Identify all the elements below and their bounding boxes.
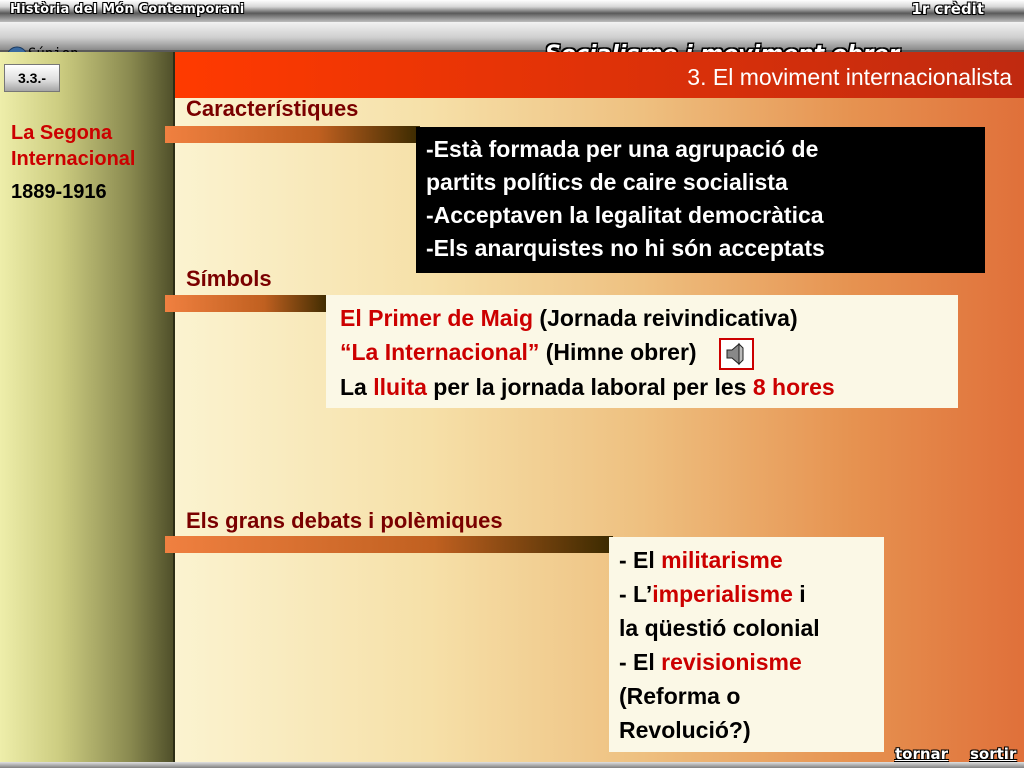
credit-label: 1r crèdit	[911, 0, 984, 18]
struggle-prefix: La	[340, 373, 374, 400]
section-title: 3. El moviment internacionalista	[687, 64, 1012, 90]
struggle-mid: per la jornada laboral per les	[426, 373, 753, 400]
sidebar-title	[11, 120, 173, 172]
top-title-bar	[0, 0, 1024, 22]
characteristics-line: -Acceptaven la legalitat democràtica	[426, 202, 824, 228]
sidebar-years: 1889-1916	[11, 181, 107, 203]
may-day-desc: (Jornada reivindicativa)	[533, 305, 798, 331]
exit-link[interactable]: sortir	[970, 745, 1017, 763]
bottom-rule	[0, 762, 1024, 768]
characteristics-line: partits polítics de caire socialista	[426, 169, 788, 195]
symbols-line-3	[340, 370, 944, 404]
debate-prefix: - L’	[619, 581, 653, 607]
debate-imperialism: imperialisme	[652, 581, 793, 607]
struggle-word: lluita	[373, 373, 427, 400]
debates-box	[609, 537, 884, 752]
debate-prefix: - El	[619, 547, 662, 573]
symbols-box	[326, 295, 958, 408]
symbols-connector	[165, 295, 330, 312]
characteristics-label: Característiques	[186, 96, 359, 121]
characteristics-connector	[165, 126, 420, 143]
characteristics-line: -Els anarquistes no hi són acceptats	[426, 235, 825, 261]
speaker-icon[interactable]	[719, 338, 754, 370]
back-link[interactable]: tornar	[895, 745, 949, 763]
debate-item: la qüestió colonial	[619, 615, 820, 641]
debate-revisionism: revisionisme	[661, 649, 802, 675]
speaker-glyph-icon	[721, 340, 752, 368]
course-title: Història del Món Contemporani	[10, 2, 245, 17]
anthem-desc: (Himne obrer)	[539, 339, 697, 365]
symbols-line-2	[340, 335, 944, 370]
characteristics-box	[416, 127, 985, 273]
debate-militarism: militarisme	[661, 547, 783, 573]
may-day-text: El Primer de Maig	[340, 305, 534, 331]
debate-suffix: i	[792, 581, 806, 607]
anthem-text: “La Internacional”	[340, 339, 540, 365]
debate-item	[619, 577, 874, 611]
section-tag: 3.3.-	[4, 64, 60, 92]
debates-connector	[165, 536, 613, 553]
sidebar-title-line1: La Segona	[11, 122, 113, 144]
sidebar-title-line2: Internacional	[11, 148, 136, 170]
debate-item	[619, 645, 874, 679]
eight-hours: 8 hores	[752, 373, 835, 400]
debate-prefix: - El	[619, 649, 662, 675]
debate-item	[619, 543, 874, 577]
symbols-label: Símbols	[186, 266, 272, 291]
debate-item: Revolució?)	[619, 717, 751, 743]
symbols-line-1	[340, 301, 944, 335]
debates-label: Els grans debats i polèmiques	[186, 508, 503, 533]
characteristics-line: -Està formada per una agrupació de	[426, 136, 819, 162]
unit-bar	[0, 22, 1024, 52]
debate-item: (Reforma o	[619, 683, 741, 709]
